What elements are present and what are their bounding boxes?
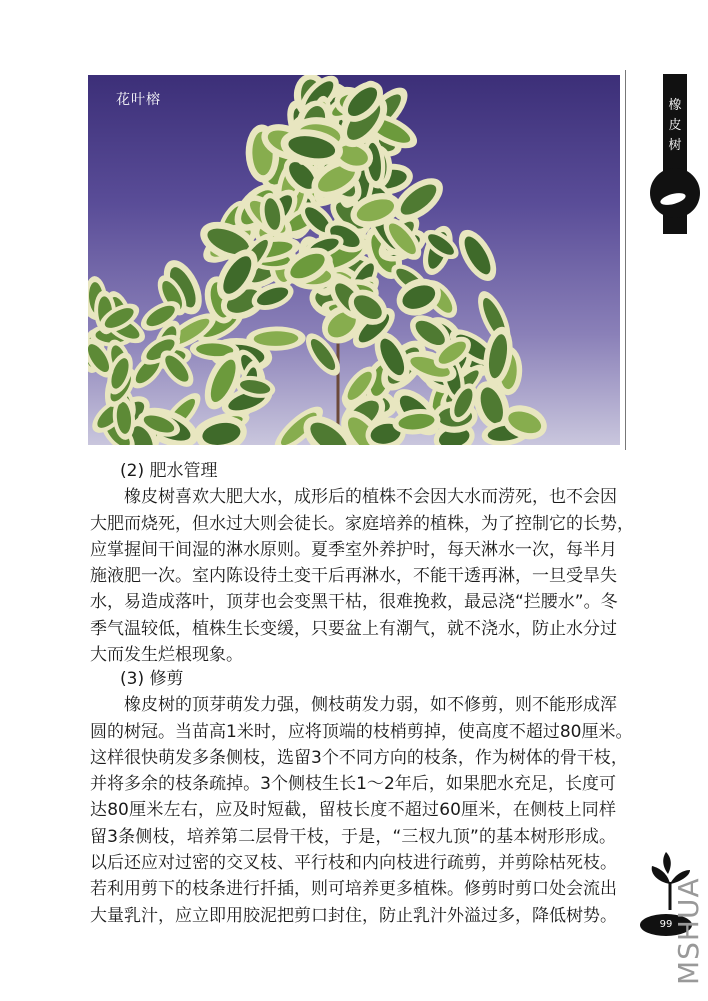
watermark: MSHUA	[672, 877, 705, 985]
section-body	[90, 692, 633, 929]
text-line: 应掌握间干间湿的淋水原则。夏季室外养护时，每天淋水一次，每半月	[90, 539, 617, 560]
section-fertilizer-water	[90, 458, 634, 668]
text-line: 圆的树冠。当苗高1米时，应将顶端的枝梢剪掉，使高度不超过80厘米。	[90, 721, 633, 742]
margin-rule	[625, 70, 626, 450]
text-line: 大而发生烂根现象。	[90, 645, 243, 666]
text-line: 水，易造成落叶，顶芽也会变黑干枯，很难挽救，最忌浇“拦腰水”。冬	[90, 592, 618, 613]
page-number: 99	[640, 914, 692, 936]
photo-caption: 花叶榕	[116, 92, 161, 108]
text-line: 大量乳汁，应立即用胶泥把剪口封住，防止乳汁外溢过多，降低树势。	[90, 905, 617, 926]
text-line: 这样很快萌发多条侧枝，选留3个不同方向的枝条，作为树体的骨干枝，	[90, 747, 628, 768]
chapter-tab-title: 橡 皮 树	[668, 98, 682, 153]
plant-photo	[88, 75, 620, 445]
section-body	[90, 484, 634, 668]
text-line: 大肥而烧死，但水过大则会徒长。家庭培养的植株，为了控制它的长势，	[90, 513, 634, 534]
ficus-leaves-illustration	[88, 75, 620, 445]
chapter-tab-emblem-icon	[650, 168, 700, 218]
text-line: 施液肥一次。室内陈设待土变干后再淋水，不能干透再淋，一旦受旱失	[90, 566, 617, 587]
text-line: 季气温较低，植株生长变缓，只要盆上有潮气，就不浇水，防止水分过	[90, 618, 617, 639]
text-line: 若利用剪下的枝条进行扦插，则可培养更多植株。修剪时剪口处会流出	[90, 879, 617, 900]
text-line: 并将多余的枝条疏掉。3个侧枝生长1～2年后，如果肥水充足，长度可	[90, 774, 616, 795]
text-line: 以后还应对过密的交叉枝、平行枝和内向枝进行疏剪，并剪除枯死枝。	[90, 853, 617, 874]
section-pruning	[90, 666, 633, 929]
text-line: 达80厘米左右，应及时短截，留枝长度不超过60厘米，在侧枝上同样	[90, 800, 616, 821]
text-line: 橡皮树的顶芽萌发力强，侧枝萌发力弱，如不修剪，则不能形成浑	[124, 695, 617, 716]
text-line: 留3条侧枝，培养第二层骨干枝，于是，“三杈九顶”的基本树形形成。	[90, 826, 616, 847]
section-heading: (3) 修剪	[120, 669, 184, 689]
section-heading: (2) 肥水管理	[120, 461, 218, 481]
text-line: 橡皮树喜欢大肥大水，成形后的植株不会因大水而涝死，也不会因	[124, 487, 617, 508]
